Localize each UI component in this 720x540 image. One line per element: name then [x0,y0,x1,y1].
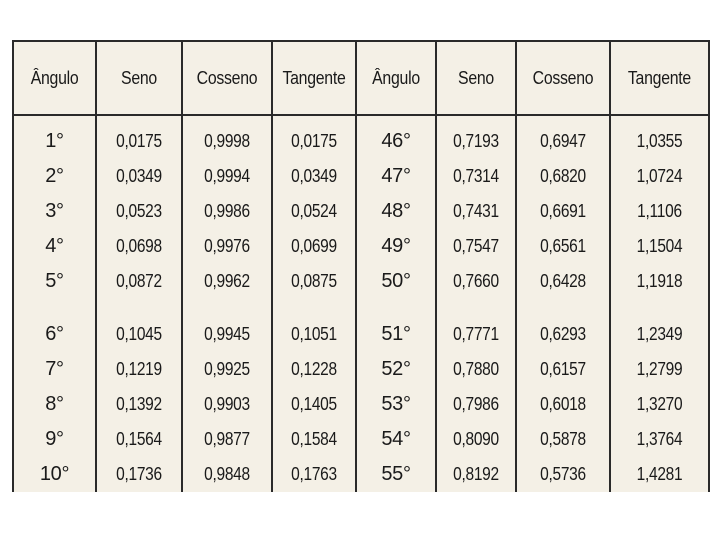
header-tangent-2: Tangente [616,42,702,115]
table-cell: 3° [45,200,64,222]
table-cell: 55° [381,463,411,485]
table-cell: 0,5878 [540,429,586,449]
table-cell: 51° [381,323,411,345]
header-cosine-2: Cosseno [522,42,605,115]
table-cell: 0,1564 [116,429,162,449]
table-cell: 48° [381,200,411,222]
table-cell: 0,6561 [540,236,586,256]
table-cell: 7° [45,358,64,380]
table-cell: 0,7431 [453,201,499,221]
table-cell: 1,1918 [636,271,683,291]
table-cell: 6° [45,323,64,345]
table-cell: 0,7314 [453,166,499,186]
trig-table-sheet [12,40,710,492]
table-cell: 1,2799 [636,359,683,379]
table-cell: 0,1219 [116,359,162,379]
table-cell: 0,1228 [291,359,337,379]
table-cell: 0,9877 [204,429,250,449]
table-cell: 0,0349 [116,166,162,186]
table-cell: 0,7193 [453,131,499,151]
table-cell: 0,9976 [204,236,250,256]
table-cell: 0,1051 [291,324,337,344]
table-cell: 1,1106 [637,201,682,221]
table-cell: 0,0698 [116,236,162,256]
table-cell: 46° [381,130,411,152]
table-cell: 0,6820 [540,166,586,186]
body-row [14,115,708,492]
tangent-col-2 [610,115,708,492]
table-cell: 0,5736 [540,464,586,484]
cosine-col-1 [182,115,272,492]
header-tangent-1: Tangente [277,42,351,115]
header-row [14,42,708,115]
table-cell: 0,1584 [291,429,337,449]
table-cell: 0,7660 [453,271,499,291]
header-angle-1: Ângulo [19,42,91,115]
table-cell: 0,8090 [453,429,499,449]
table-cell: 1,4281 [636,464,683,484]
table-cell: 0,7771 [453,324,499,344]
header-angle-2: Ângulo [361,42,431,115]
table-cell: 8° [45,393,64,415]
table-cell: 0,0523 [116,201,162,221]
angle-col-1 [14,115,96,492]
table-cell: 0,0175 [291,131,337,151]
table-cell: 0,6293 [540,324,586,344]
table-cell: 0,7880 [453,359,499,379]
table-cell: 4° [45,235,64,257]
table-cell: 0,7547 [453,236,499,256]
table-cell: 0,0872 [116,271,162,291]
tangent-col-1 [272,115,356,492]
table-cell: 1° [45,130,64,152]
table-cell: 0,1045 [116,324,162,344]
table-cell: 0,8192 [453,464,499,484]
table-cell: 0,9945 [204,324,250,344]
angle-col-2 [356,115,436,492]
header-sine-2: Seno [441,42,511,115]
table-cell: 0,1763 [291,464,337,484]
table-cell: 1,3764 [636,429,683,449]
table-cell: 0,0875 [291,271,337,291]
table-cell: 0,9848 [204,464,250,484]
table-cell: 0,9994 [204,166,250,186]
table-cell: 5° [45,270,64,292]
table-cell: 0,0175 [116,131,162,151]
table-cell: 0,9986 [204,201,250,221]
table-cell: 0,0524 [291,201,337,221]
header-sine-1: Seno [101,42,177,115]
table-cell: 10° [39,463,70,485]
table-cell: 52° [381,358,411,380]
table-cell: 53° [381,393,411,415]
table-cell: 0,6428 [540,271,586,291]
table-cell: 1,0355 [636,131,683,151]
table-cell: 0,6157 [540,359,586,379]
sine-col-1 [96,115,182,492]
table-cell: 0,9925 [204,359,250,379]
sine-col-2 [436,115,516,492]
header-cosine-1: Cosseno [187,42,266,115]
table-cell: 0,6691 [540,201,586,221]
table-cell: 0,9903 [204,394,250,414]
table-cell: 49° [381,235,411,257]
table-cell: 1,1504 [636,236,683,256]
table-cell: 1,2349 [636,324,683,344]
table-cell: 54° [381,428,411,450]
table-cell: 1,3270 [636,394,683,414]
table-cell: 0,0349 [291,166,337,186]
table-cell: 9° [45,428,64,450]
table-cell: 2° [45,165,64,187]
table-cell: 0,9998 [204,131,250,151]
table-cell: 47° [381,165,411,187]
cosine-col-2 [516,115,610,492]
table-cell: 0,1392 [116,394,162,414]
table-cell: 1,0724 [636,166,683,186]
table-cell: 0,1405 [291,394,337,414]
table-cell: 0,0699 [291,236,337,256]
table-cell: 0,9962 [204,271,250,291]
table-cell: 0,6018 [540,394,586,414]
table-cell: 0,7986 [453,394,499,414]
table-cell: 0,6947 [540,131,586,151]
table-cell: 50° [381,270,411,292]
table-cell: 0,1736 [116,464,162,484]
trig-table [14,42,708,492]
